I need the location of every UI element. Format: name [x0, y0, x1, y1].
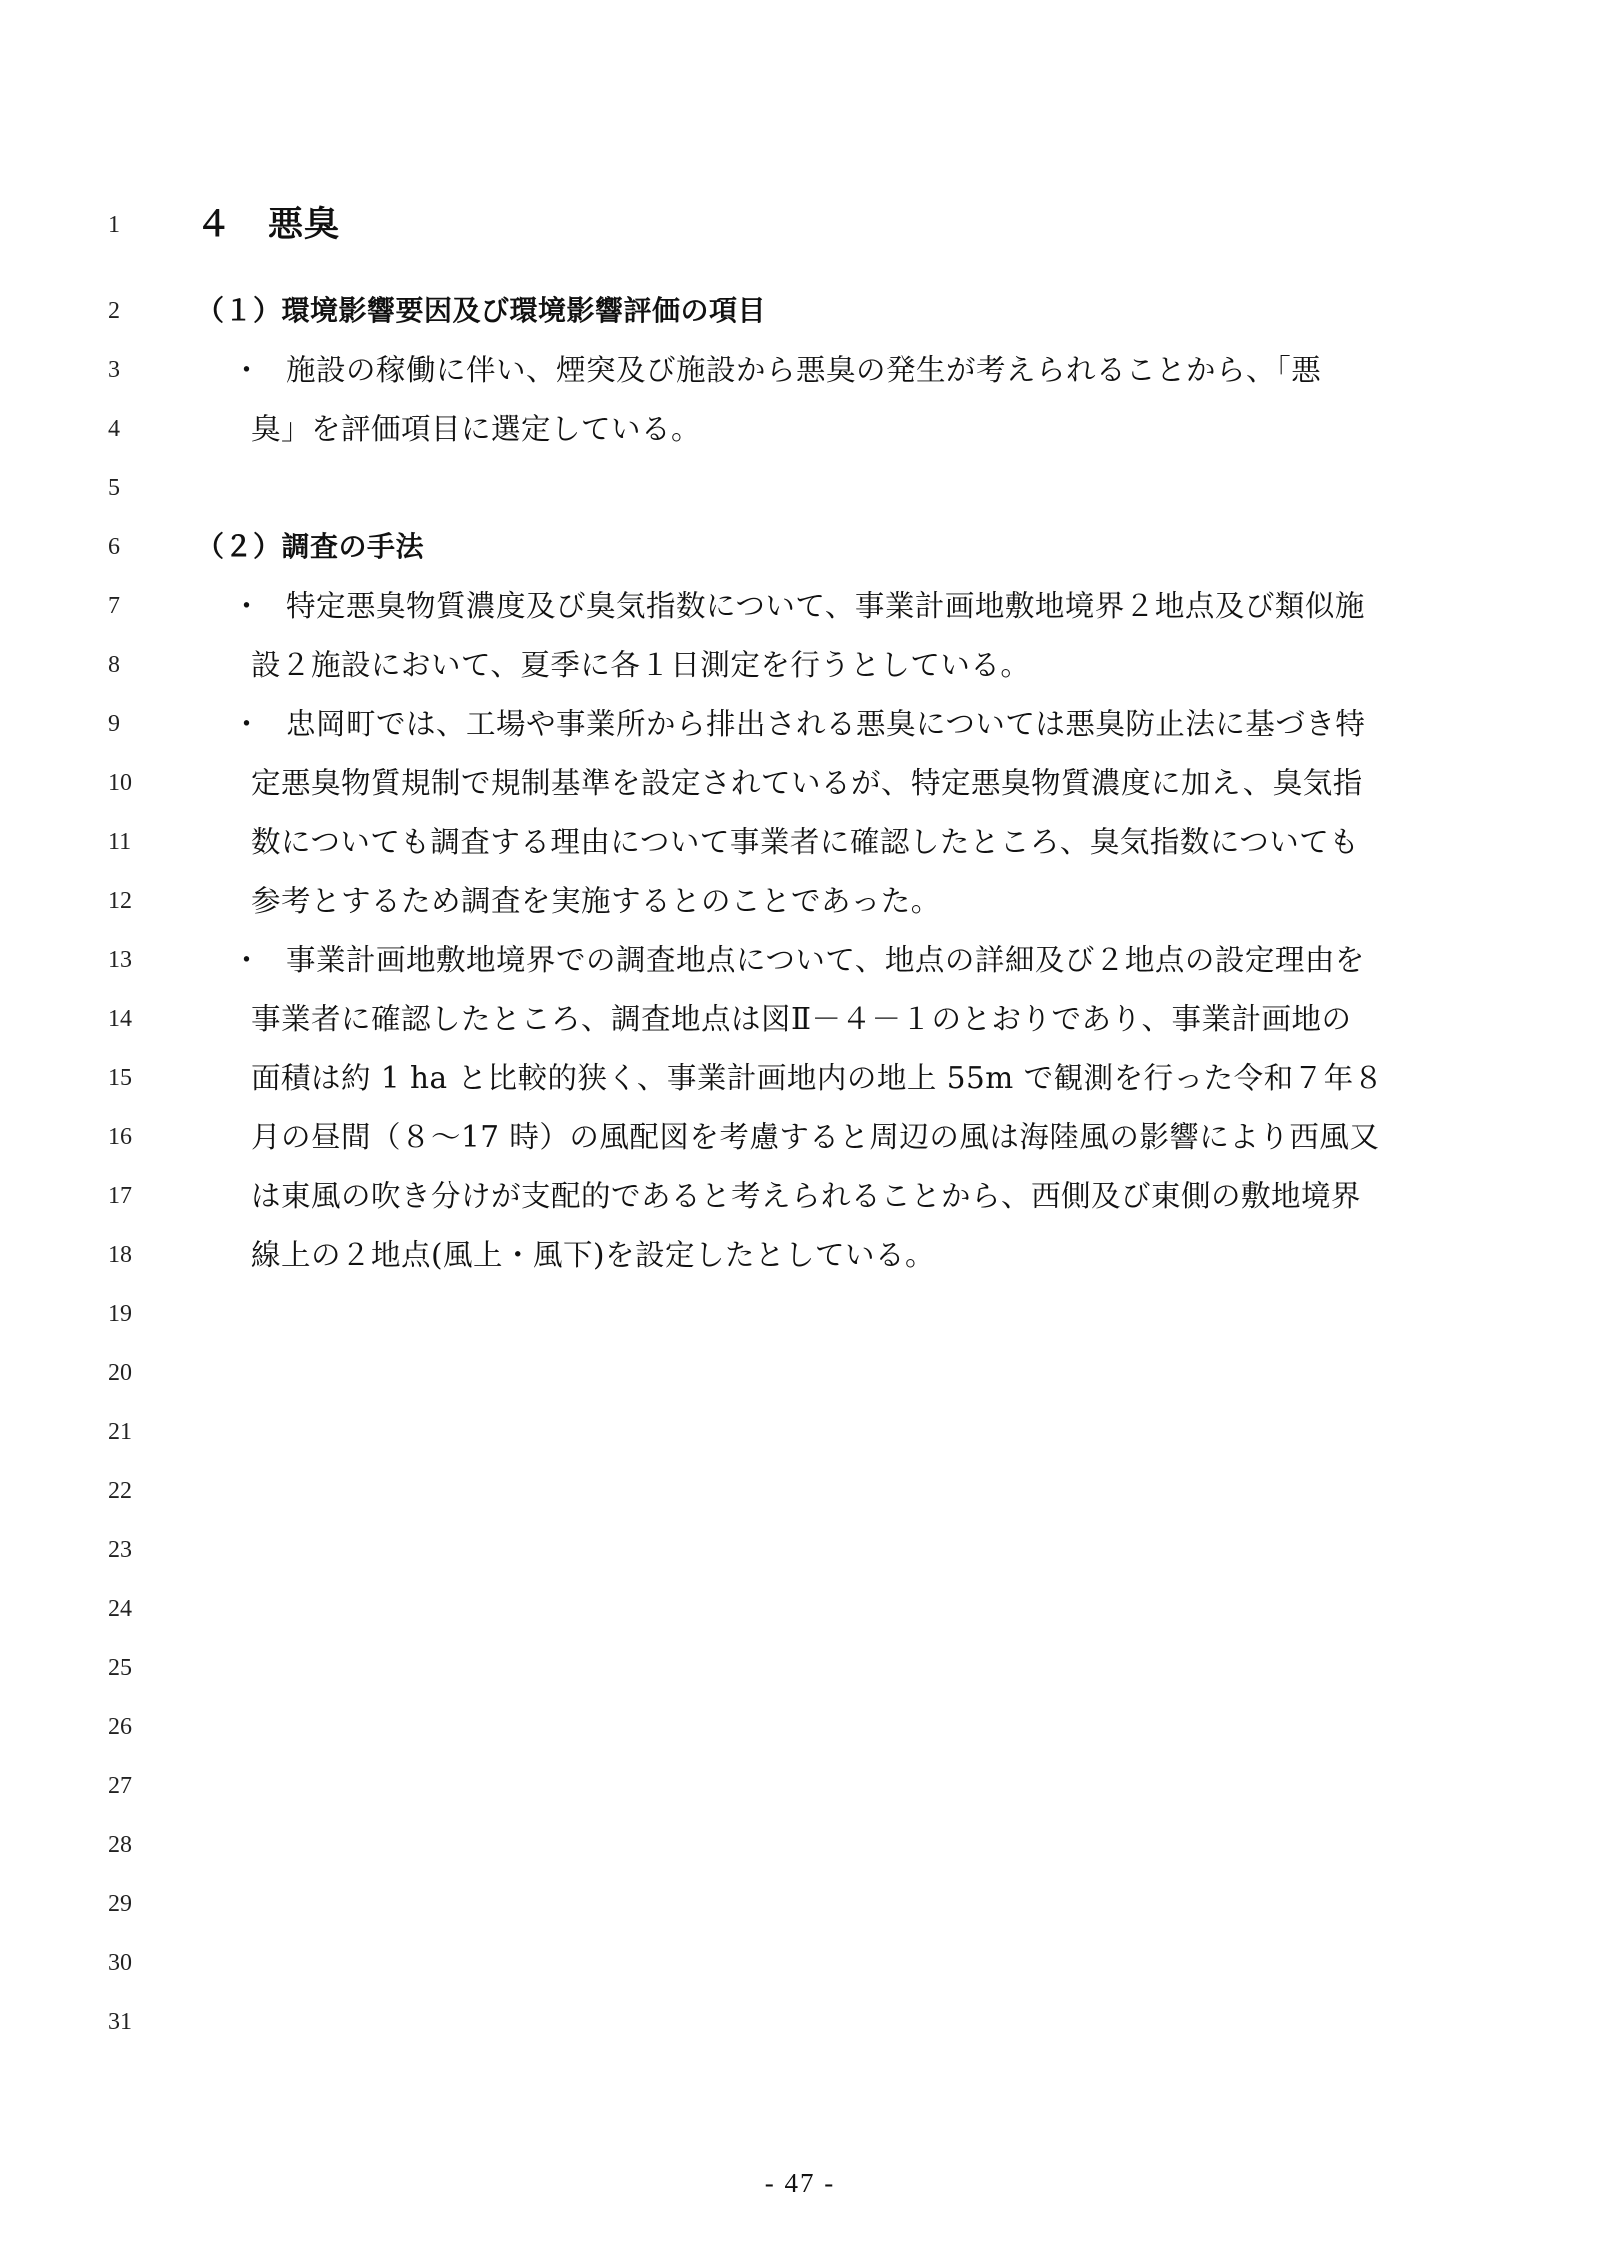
line-1: [0, 205, 1600, 245]
paragraph-line: 忠岡町では、工場や事業所から排出される悪臭については悪臭防止法に基づき特: [286, 707, 1366, 741]
line-number: 16: [108, 1124, 132, 1150]
line-number: 5: [108, 475, 120, 501]
line-29: [0, 1884, 1600, 1924]
line-number: 25: [108, 1655, 132, 1681]
line-number: 7: [108, 593, 120, 619]
line-7: [0, 586, 1600, 626]
paragraph-line: 月の昼間（８～17 時）の風配図を考慮すると周辺の風は海陸風の影響により西風又: [251, 1120, 1380, 1154]
bullet-mark: ・: [232, 943, 262, 977]
paragraph-line: 事業計画地敷地境界での調査地点について、地点の詳細及び２地点の設定理由を: [286, 943, 1365, 977]
subsection-heading-1: （１）環境影響要因及び環境影響評価の項目: [196, 294, 767, 327]
line-16: [0, 1117, 1600, 1157]
line-number: 14: [108, 1006, 132, 1032]
line-number: 31: [108, 2009, 132, 2035]
paragraph-line: 数についても調査する理由について事業者に確認したところ、臭気指数についても: [251, 825, 1360, 859]
line-number: 21: [108, 1419, 132, 1445]
line-number: 19: [108, 1301, 132, 1327]
line-2: [0, 291, 1600, 331]
line-number: 30: [108, 1950, 132, 1976]
line-24: [0, 1589, 1600, 1629]
subsection-heading-2: （２）調査の手法: [196, 530, 425, 563]
page-number: - 47 -: [764, 2168, 836, 2198]
paragraph-line: 事業者に確認したところ、調査地点は図Ⅱ－４－１のとおりであり、事業計画地の: [251, 1002, 1352, 1036]
line-17: [0, 1176, 1600, 1216]
paragraph-line: 特定悪臭物質濃度及び臭気指数について、事業計画地敷地境界２地点及び類似施: [286, 589, 1365, 623]
line-11: [0, 822, 1600, 862]
line-3: [0, 350, 1600, 390]
paragraph-line: 定悪臭物質規制で規制基準を設定されているが、特定悪臭物質濃度に加え、臭気指: [251, 766, 1363, 800]
line-12: [0, 881, 1600, 921]
paragraph-line: 設２施設において、夏季に各１日測定を行うとしている。: [251, 648, 1031, 682]
line-23: [0, 1530, 1600, 1570]
line-27: [0, 1766, 1600, 1806]
line-number: 29: [108, 1891, 132, 1917]
line-number: 13: [108, 947, 132, 973]
line-13: [0, 940, 1600, 980]
line-18: [0, 1235, 1600, 1275]
line-number: 8: [108, 652, 120, 678]
line-number: 2: [108, 298, 120, 324]
line-number: 15: [108, 1065, 132, 1091]
line-19: [0, 1294, 1600, 1334]
line-30: [0, 1943, 1600, 1983]
line-10: [0, 763, 1600, 803]
bullet-mark: ・: [232, 353, 262, 387]
line-number: 27: [108, 1773, 132, 1799]
line-number: 3: [108, 357, 120, 383]
line-25: [0, 1648, 1600, 1688]
line-9: [0, 704, 1600, 744]
paragraph-line: 施設の稼働に伴い、煙突及び施設から悪臭の発生が考えられることから、「悪: [286, 353, 1322, 387]
line-8: [0, 645, 1600, 685]
line-number: 24: [108, 1596, 132, 1622]
line-20: [0, 1353, 1600, 1393]
line-15: [0, 1058, 1600, 1098]
line-number: 23: [108, 1537, 132, 1563]
line-number: 6: [108, 534, 120, 560]
line-number: 28: [108, 1832, 132, 1858]
line-number: 12: [108, 888, 132, 914]
line-number: 20: [108, 1360, 132, 1386]
paragraph-line: 参考とするため調査を実施するとのことであった。: [251, 884, 941, 918]
paragraph-line: は東風の吹き分けが支配的であると考えられることから、西側及び東側の敷地境界: [251, 1179, 1362, 1213]
section-title: ４ 悪臭: [196, 205, 341, 245]
line-number: 18: [108, 1242, 132, 1268]
line-22: [0, 1471, 1600, 1511]
paragraph-line: 面積は約 1 ha と比較的狭く、事業計画地内の地上 55m で観測を行った令和７年８: [251, 1061, 1384, 1095]
line-number: 17: [108, 1183, 132, 1209]
line-6: [0, 527, 1600, 567]
line-26: [0, 1707, 1600, 1747]
line-number: 26: [108, 1714, 132, 1740]
line-number: 22: [108, 1478, 132, 1504]
line-number: 1: [108, 212, 120, 238]
bullet-mark: ・: [232, 589, 262, 623]
bullet-mark: ・: [232, 707, 262, 741]
paragraph-line: 線上の２地点(風上・風下)を設定したとしている。: [251, 1238, 936, 1272]
line-28: [0, 1825, 1600, 1865]
line-31: [0, 2002, 1600, 2042]
line-number: 11: [108, 829, 132, 855]
line-number: 10: [108, 770, 132, 796]
line-5: [0, 468, 1600, 508]
line-4: [0, 409, 1600, 449]
paragraph-line: 臭」を評価項目に選定している。: [251, 412, 702, 446]
line-21: [0, 1412, 1600, 1452]
line-number: 4: [108, 416, 120, 442]
line-14: [0, 999, 1600, 1039]
line-number: 9: [108, 711, 120, 737]
